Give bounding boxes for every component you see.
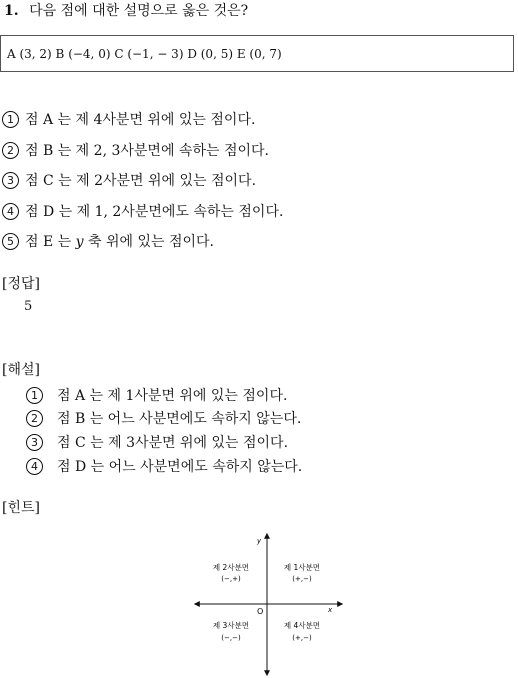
quadrant-diagram (190, 530, 350, 678)
choice-5-variable: y (75, 234, 84, 250)
choice-5[interactable] (2, 231, 214, 251)
x-axis-label: x (328, 606, 333, 614)
choice-5-mark: 5 (2, 233, 19, 250)
explanation-item-1 (26, 385, 287, 405)
choice-3-mark: 3 (2, 172, 19, 189)
explanation-1-text: 점 A 는 제 1사분면 위에 있는 점이다. (57, 388, 288, 404)
choice-2[interactable] (2, 140, 269, 160)
choice-3[interactable] (2, 170, 256, 190)
quadrant-2-name: 제 2사분면 (212, 563, 250, 572)
quadrant-1-name: 제 1사분면 (283, 563, 321, 572)
explanation-item-3 (26, 432, 288, 452)
choice-2-mark: 2 (2, 142, 19, 159)
choice-2-text: 점 B 는 제 2, 3사분면에 속하는 점이다. (25, 143, 269, 159)
quadrant-2-sign: (−,+) (221, 575, 241, 583)
choice-5-text-after: 축 위에 있는 점이다. (83, 234, 214, 250)
choice-4-mark: 4 (2, 203, 19, 220)
answer-heading: [정답] (2, 276, 40, 292)
choice-1-text: 점 A 는 제 4사분면 위에 있는 점이다. (25, 112, 256, 128)
quadrant-1-sign: (+,−) (292, 575, 312, 583)
explanation-2-mark: 2 (26, 410, 43, 427)
choice-3-text: 점 C 는 제 2사분면 위에 있는 점이다. (25, 173, 257, 189)
quadrant-4-name: 제 4사분면 (283, 621, 321, 630)
explanation-item-2 (26, 408, 301, 428)
y-axis-label: y (257, 537, 262, 545)
points-box (0, 35, 514, 72)
explanation-4-text: 점 D 는 어느 사분면에도 속하지 않는다. (57, 459, 303, 475)
quadrant-3-name: 제 3사분면 (212, 621, 250, 630)
choice-5-text-before: 점 E 는 (25, 234, 76, 250)
choice-1-mark: 1 (2, 111, 19, 128)
origin-label: O (257, 607, 264, 616)
question-line (4, 0, 248, 20)
hint-heading: [힌트] (2, 500, 40, 516)
explanation-3-text: 점 C 는 제 3사분면 위에 있는 점이다. (57, 435, 289, 451)
quadrant-3-sign: (−,−) (221, 634, 241, 642)
quadrant-4-sign: (+,−) (292, 634, 312, 642)
explanation-2-text: 점 B 는 어느 사분면에도 속하지 않는다. (57, 411, 302, 427)
points-list: A (3, 2) B (−4, 0) C (−1, − 3) D (0, 5) E (0, 7) (7, 47, 282, 61)
choice-4[interactable] (2, 201, 283, 221)
choice-1[interactable] (2, 109, 255, 129)
answer-value: 5 (24, 299, 33, 314)
choice-4-text: 점 D 는 제 1, 2사분면에도 속하는 점이다. (25, 204, 284, 220)
question-number: 1. (4, 3, 19, 19)
question-text: 다음 점에 대한 설명으로 옳은 것은? (29, 3, 249, 19)
explanation-4-mark: 4 (26, 458, 43, 475)
explanation-3-mark: 3 (26, 434, 43, 451)
explanation-heading: [해설] (2, 362, 40, 378)
explanation-item-4 (26, 456, 302, 476)
explanation-1-mark: 1 (26, 387, 43, 404)
